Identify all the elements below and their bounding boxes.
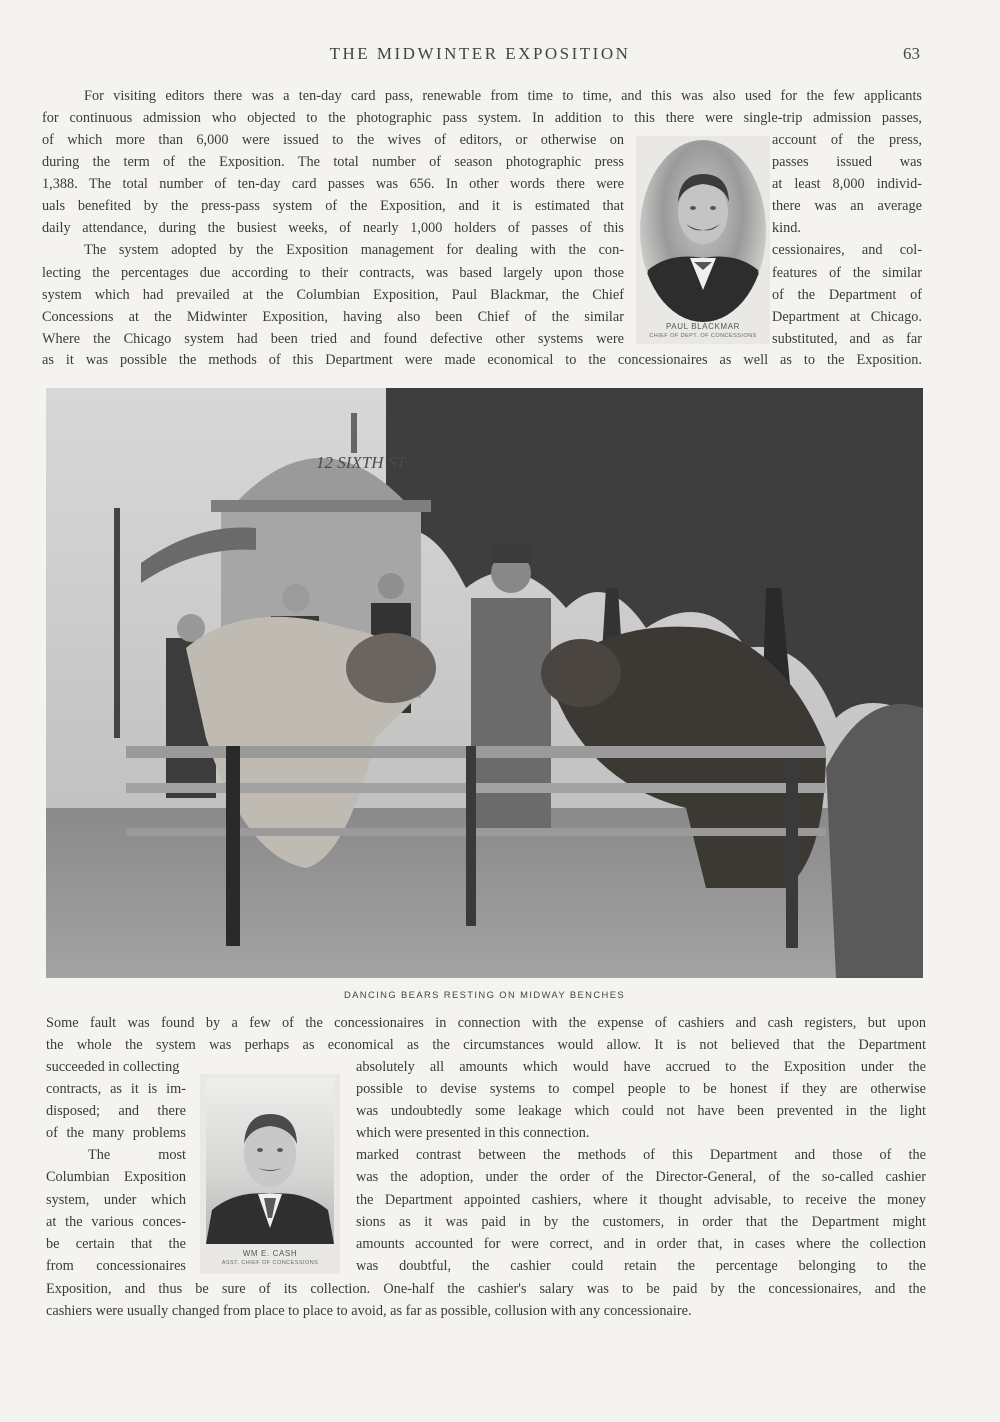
- text-line: Where the Chicago system had been tried and found defective other systems were: [42, 330, 624, 347]
- top-right-column: [772, 129, 922, 350]
- text-line: of which more than 6,000 were issued to the wives of editors, or otherwise on: [42, 132, 624, 148]
- portrait-caption-name: WM E. CASH: [242, 1249, 298, 1258]
- text-line: Some fault was found by a few of the concessionaires in connection with the expense of cashiers and cash registers, but upon: [46, 1015, 926, 1031]
- text-line: amounts accounted for were correct, and in order that, in cases where the collection: [356, 1235, 926, 1252]
- text-line: possible to devise systems to compel people to be honest if they are otherwise: [356, 1081, 926, 1098]
- text-line: passes issued was: [772, 154, 922, 171]
- text-line: Concessions at the Midwinter Exposition, having also been Chief of the similar: [42, 308, 624, 325]
- text-line: of the many problems: [46, 1125, 186, 1142]
- text-line: contracts, as it is im-: [46, 1081, 186, 1098]
- text-line: account of the press,: [772, 132, 922, 148]
- text-line: cashiers were usually changed from place to place to avoid, as far as possible, collusion with any concessionaire.: [46, 1303, 692, 1320]
- text-line: lecting the percentages due according to their contracts, was based largely upon those: [42, 264, 624, 281]
- top-left-column: [42, 129, 624, 350]
- photo-caption: DANCING BEARS RESTING ON MIDWAY BENCHES: [343, 989, 626, 1000]
- text-line: the Department appointed cashiers, where it thought advisable, to receive the money: [356, 1191, 926, 1208]
- page-number: 63: [903, 44, 920, 63]
- portrait-photo: [640, 140, 766, 322]
- portrait-photo: [206, 1078, 334, 1244]
- text-line: was the adoption, under the order of the Director-General, of the so-called cashier: [356, 1169, 926, 1186]
- text-line: there was an average: [772, 198, 922, 215]
- dancing-bears-photo: [46, 388, 923, 978]
- text-line: system which had prevailed at the Columbian Exposition, Paul Blackmar, the Chief: [42, 286, 624, 303]
- text-line: features of the similar: [772, 264, 922, 281]
- text-line: cessionaires, and col-: [772, 242, 922, 259]
- text-line: Department at Chicago.: [772, 308, 922, 325]
- text-line: of the Department of: [772, 286, 922, 303]
- running-header-title: THE MIDWINTER EXPOSITION: [329, 44, 631, 63]
- text-line: at the various conces-: [46, 1213, 186, 1230]
- text-line: succeeded in collecting: [46, 1059, 180, 1075]
- text-line: marked contrast between the methods of this Department and those of the: [356, 1147, 926, 1164]
- text-line: daily attendance, during the busiest weeks, of nearly 1,000 holders of passes of this: [42, 220, 624, 237]
- text-line: at least 8,000 individ-: [772, 176, 922, 193]
- kiosk-sign-text: 12 SIXTH ST: [316, 453, 406, 472]
- bottom-closing-lines: [46, 1278, 926, 1322]
- text-line: be certain that the: [46, 1235, 186, 1252]
- text-line: was doubtful, the cashier could retain the percentage belonging to the: [356, 1257, 926, 1274]
- text-line: The most: [88, 1147, 186, 1164]
- text-line: Columbian Exposition: [46, 1169, 186, 1186]
- portrait-caption-title: ASST. CHIEF OF CONCESSIONS: [221, 1260, 319, 1266]
- text-line: was undoubtedly some leakage which could not have been prevented in the light: [356, 1103, 926, 1120]
- text-line: during the term of the Exposition. The total number of season photographic press: [42, 154, 624, 171]
- text-line: 1,388. The total number of ten-day card passes was 656. In other words there were: [42, 176, 624, 193]
- top-closing-line: [42, 349, 922, 371]
- text-line: for continuous admission who objected to the photographic pass system. In addition to this there were single-trip admission passes,: [42, 110, 922, 127]
- portrait-caption-title: CHIEF OF DEPT. OF CONCESSIONS: [649, 333, 757, 339]
- text-line: sions as it was paid in by the customers, in order that the Department might: [356, 1213, 926, 1230]
- text-line: kind.: [772, 220, 801, 237]
- text-line: as it was possible the methods of this Department were made economical to the concessionaires as well as to the Exposition.: [42, 352, 922, 368]
- text-line: which were presented in this connection.: [356, 1125, 590, 1142]
- top-full-width-text: [42, 85, 922, 129]
- text-line: absolutely all amounts which would have accrued to the Exposition under the: [356, 1059, 926, 1075]
- bottom-right-column: [356, 1056, 926, 1277]
- text-line: uals benefited by the press-pass system of the Exposition, and it is estimated that: [42, 198, 624, 215]
- portrait-wm-e-cash: [200, 1074, 340, 1274]
- bottom-full-width-text: [46, 1012, 926, 1056]
- text-line: Exposition, and thus be sure of its collection. One-half the cashier's salary was to be paid by the concessionaires, and the: [46, 1281, 926, 1297]
- portrait-paul-blackmar: [636, 136, 770, 344]
- portrait-caption-name: PAUL BLACKMAR: [665, 322, 741, 331]
- text-line: disposed; and there: [46, 1103, 186, 1120]
- text-line: from concessionaires: [46, 1257, 186, 1274]
- text-line: the whole the system was perhaps as economical as the circumstances would allow. It is not believed that the Department: [46, 1037, 926, 1054]
- text-line: system, under which: [46, 1191, 186, 1208]
- text-line: For visiting editors there was a ten-day card pass, renewable from time to time, and this was also used for the few applicants: [84, 88, 922, 104]
- bottom-left-column: [46, 1056, 186, 1277]
- text-line: The system adopted by the Exposition management for dealing with the con-: [84, 242, 624, 259]
- text-line: substituted, and as far: [772, 330, 922, 347]
